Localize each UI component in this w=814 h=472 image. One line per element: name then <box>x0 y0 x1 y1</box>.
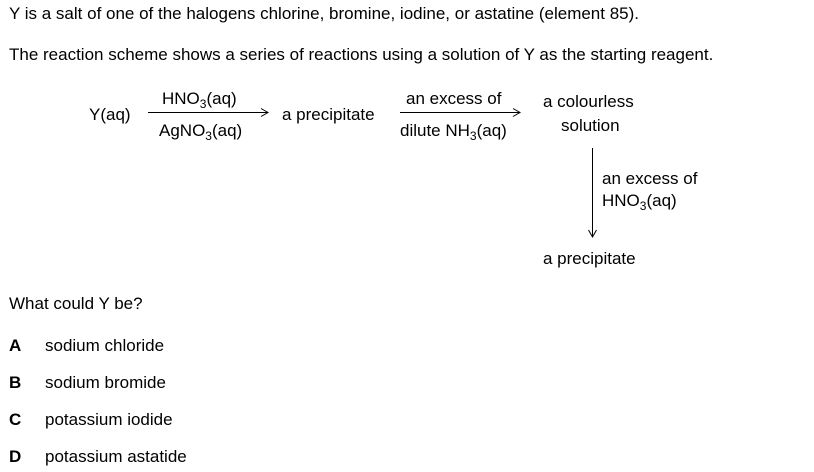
option-letter: A <box>9 336 22 355</box>
product-precipitate-2: a precipitate <box>543 249 636 268</box>
reagent-y: Y(aq) <box>89 105 131 124</box>
step1-reagent-bottom: AgNO$_3$(aq) <box>159 121 243 143</box>
option-text: sodium bromide <box>45 373 166 392</box>
product-solution-line2: solution <box>561 116 620 135</box>
option-text: potassium astatide <box>45 447 187 466</box>
option-letter: B <box>9 373 22 392</box>
option-letter: C <box>9 410 22 429</box>
step1-reagent-top: $HNO_3(aq)$ <box>162 89 237 111</box>
step2-reagent-bottom: dilute $NH_3(aq)$ <box>400 121 507 143</box>
option-text: potassium iodide <box>45 410 173 429</box>
product-precipitate-1: a precipitate <box>282 105 375 124</box>
question-text: What could Y be? <box>9 294 143 313</box>
intro-text: Y is a salt of one of the halogens chlorine, bromine, iodine, or astatine (element 85). <box>9 4 640 23</box>
product-solution-line1: a colourless <box>543 92 634 111</box>
step3-reagent-line2: $HNO_3(aq)$ <box>602 191 677 213</box>
option-letter: D <box>9 447 22 466</box>
option-text: sodium chloride <box>45 336 165 355</box>
scheme-description: The reaction scheme shows a series of reactions using a solution of Y as the starting reagent. <box>9 45 714 64</box>
step3-reagent-line1: an excess of <box>602 169 698 188</box>
step2-reagent-top: an excess of <box>406 89 502 108</box>
